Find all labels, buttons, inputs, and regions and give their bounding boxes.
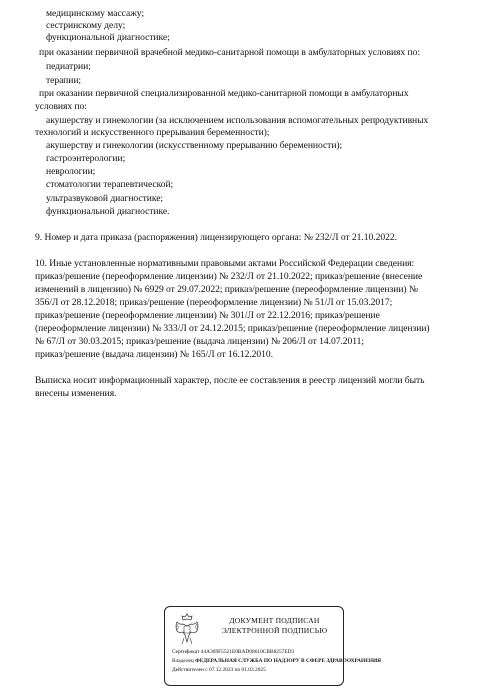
text-line: приказ/решение (переоформление лицензии) № 232/Л от 21.10.2022; приказ/решение (внесение	[35, 271, 423, 282]
owner-name: ФЕДЕРАЛЬНАЯ СЛУЖБА ПО НАДЗОРУ В СФЕРЕ ЗДРАВООХРАНЕНИЯ	[195, 658, 382, 664]
text-line: технологий и искусственного прерывания беременности);	[35, 127, 270, 138]
text-line: 356/Л от 28.12.2018; приказ/решение (переоформление лицензии) № 51/Л от 15.03.2017;	[35, 297, 393, 308]
owner-prefix: Владелец	[172, 658, 194, 664]
certificate-validity: Действителен с 07.12.2023 по 01.03.2025	[172, 667, 266, 673]
electronic-signature-stamp	[164, 606, 382, 686]
text-line: неврологии;	[46, 166, 96, 177]
certificate-number: Сертификат 44A369F5521E0BAD08610CBB8257ED3	[172, 649, 295, 655]
text-line: № 67/Л от 30.03.2015; приказ/решение (выдача лицензии) № 206/Л от 14.07.2011;	[35, 336, 365, 347]
text-line: ультразвуковой диагностике;	[46, 193, 164, 204]
order-number-line: 9. Номер и дата приказа (распоряжения) лицензирующего органа: № 232/Л от 21.10.2022.	[35, 232, 397, 243]
certificate-owner	[172, 658, 382, 665]
text-line: терапии;	[46, 75, 82, 86]
text-line: акушерству и гинекологии (за исключением использования вспомогательных репродуктивных	[46, 115, 429, 126]
text-line: функциональной диагностике;	[46, 32, 170, 43]
text-line: акушерству и гинекологии (искусственному прерыванию беременности);	[46, 140, 343, 151]
text-line: при оказании первичной врачебной медико-санитарной помощи в амбулаторных условиях по:	[39, 47, 420, 58]
coat-of-arms-icon	[173, 612, 201, 646]
text-line: условиях по:	[35, 101, 87, 112]
text-line: функциональной диагностике.	[46, 206, 170, 217]
text-line: внесены изменения.	[35, 388, 117, 399]
text-line: приказ/решение (переоформление лицензии) № 301/Л от 22.12.2016; приказ/решение	[35, 310, 380, 321]
text-line: приказ/решение (выдача лицензии) № 165/Л от 16.12.2010.	[35, 349, 274, 360]
stamp-title: ДОКУМЕНТ ПОДПИСАН	[229, 616, 320, 625]
text-line: изменений в лицензию) № 6929 от 29.07.2022; приказ/решение (переоформление лицензии) №	[35, 284, 419, 295]
text-line: педиатрии;	[46, 61, 91, 72]
text-line: медицинскому массажу;	[46, 8, 145, 19]
stamp-subtitle: ЭЛЕКТРОННОЙ ПОДПИСЬЮ	[221, 626, 328, 635]
text-line: Выписка носит информационный характер, после ее составления в реестр лицензий могли быть	[35, 375, 425, 386]
text-line: сестринскому делу;	[46, 20, 126, 31]
text-line: стоматологии терапевтической;	[46, 179, 174, 190]
text-line: гастроэнтерологии;	[46, 153, 126, 164]
text-line: (переоформление лицензии) № 333/Л от 24.12.2015; приказ/решение (переоформление лицензии)	[35, 323, 430, 334]
text-line: при оказании первичной специализированной медико-санитарной помощи в амбулаторных	[39, 88, 409, 99]
text-line: 10. Иные установленные нормативными правовыми актами Российской Федерации сведения:	[35, 258, 415, 269]
